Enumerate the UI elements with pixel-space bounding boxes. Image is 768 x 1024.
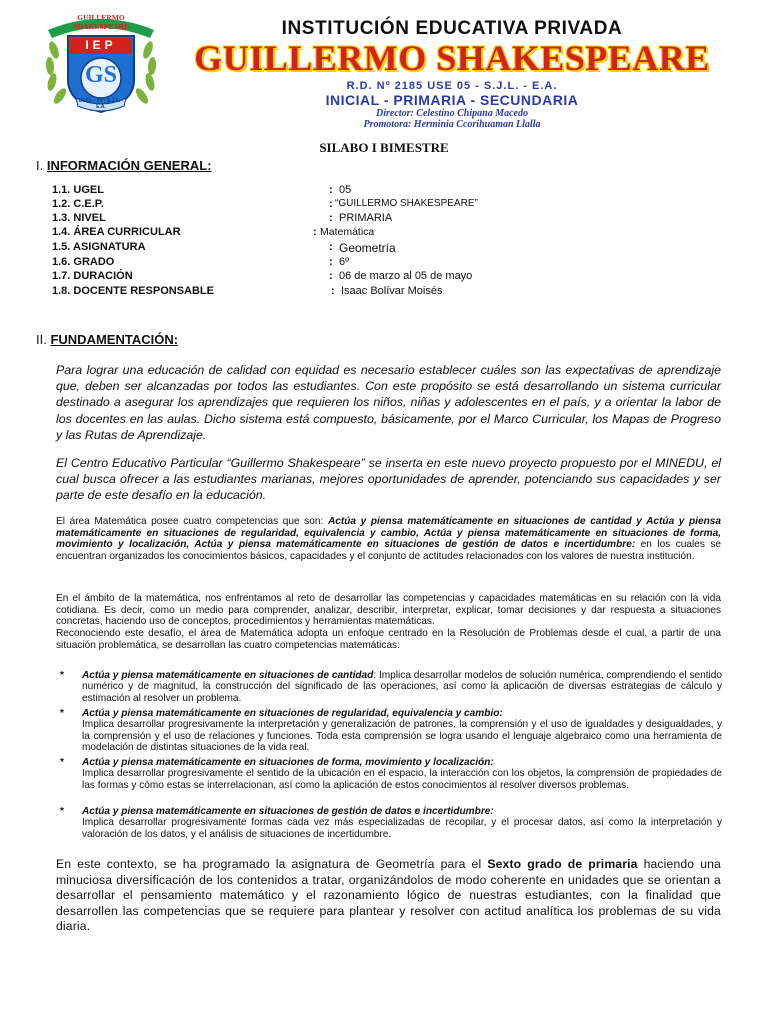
info-value: 6º [339,256,350,268]
info-colon: : [329,184,333,196]
info-colon: : [329,212,333,224]
final-part-a: En este contexto, se ha programado la asignatura de Geometría para el [56,857,488,871]
bullet-title: Actúa y piensa matemáticamente en situaciones de cantidad [82,670,374,681]
bullet-marker: * [60,670,64,681]
bullet-title: Actúa y piensa matemáticamente en situaciones de forma, movimiento y localización: [82,757,494,768]
paragraph-final [56,857,721,935]
info-value: 06 de marzo al 05 de mayo [339,270,473,282]
bullet-marker: * [60,806,64,817]
bullet-item-forma [82,757,722,791]
section-2-title: FUNDAMENTACIÓN: [50,332,179,347]
section-1-number: I. [36,158,44,173]
bullet-title: Actúa y piensa matemáticamente en situaciones de gestión de datos e incertidumbre: [82,806,494,817]
bullet-body: Implica desarrollar progresivamente la interpretación y generalización de patrones, la comprensión y el uso de igualdades y desigualdades, y la comprensión y el uso de relaciones y funciones. Toda esta comprensión se logra usando el lenguaje algebraico como una herramienta de modelación de distintas situaciones de la vida real. [82,719,722,754]
bullet-item-cantidad [82,670,722,704]
info-label: 1.3. NIVEL [52,212,106,224]
bullet-title: Actúa y piensa matemáticamente en situaciones de regularidad, equivalencia y cambio: [82,708,503,719]
info-label: 1.5. ASIGNATURA [52,241,146,253]
director-line: Director: Celestino Chipana Macedo [376,108,528,119]
logo-top-text: GUILLERMO SHAKESPEARE [73,13,129,31]
bullet-marker: * [60,708,64,719]
section-2-heading [36,332,178,347]
paragraph-3 [56,516,721,562]
education-levels: INICIAL - PRIMARIA - SECUNDARIA [325,92,579,108]
info-value: 05 [339,184,352,196]
bullet-body: : Implica desarrollar modelos de solución numérica, comprendiendo el sentido numérico y de magnitud, la construcción del significado de las operaciones, así como la aplicación de diversas estrategias de cálculo y estimación al resolver un problema. [82,670,722,704]
info-colon: : [329,270,333,282]
info-colon: : [329,256,333,268]
info-value: Isaac Bolívar Moisés [341,285,443,297]
info-value: Geometría [339,241,396,255]
paragraph-2: El Centro Educativo Particular “Guillermo Shakespeare” se inserta en este nuevo proyecto propuesto por el MINEDU, el cual busca ofrecer a las estudiantes marianas, mejores oportunidades de aprender, potenciando sus capacidades y ser parte de este desafío en la educación. [56,456,721,503]
section-1-title: INFORMACIÓN GENERAL: [46,158,212,173]
info-label: 1.4. ÁREA CURRICULAR [52,226,181,238]
info-label: 1.7. DURACIÓN [52,270,133,282]
info-colon: : [329,198,333,210]
paragraph-3-intro: El área Matemática posee cuatro competencias que son: [56,516,328,527]
logo-iep-text: IEP [85,38,117,52]
section-1-heading [36,158,212,173]
bullet-item-datos [82,806,722,840]
school-name: GUILLERMO SHAKESPEARE [194,38,710,78]
bullet-item-regularidad [82,708,722,754]
info-colon: : [329,241,333,253]
paragraph-3-rest: en los cuales se encuentran organizados los conocimientos básicos, capacidades y el conjunto de actitudes relacionados con los valores de nuestra institución. [56,539,721,562]
info-value: “GUILLERMO SHAKESPEARE” [335,198,478,209]
document-title: SILABO I BIMESTRE [319,140,449,155]
section-2-number: II. [36,332,47,347]
info-colon: : [331,285,335,297]
final-grade-bold: Sexto grado de primaria [487,857,638,871]
bullet-marker: * [60,757,64,768]
bullet-body: Implica desarrollar progresivamente el sentido de la ubicación en el espacio, la interacción con los objetos, la comprensión de propiedades de las formas y cómo estas se interrelacionan, así como la aplicación de estos conocimientos al resolver diversos problemas. [82,768,722,791]
paragraph-3-competencies: Actúa y piensa matemáticamente en situaciones de cantidad y Actúa y piensa matemáticamente en situaciones de regularidad, equivalencia y cambio, Actúa y piensa matemáticamente en situaciones de forma, movimiento y localización, Actúa y piensa matemáticamente en situaciones de gestión de datos e incertidumbre: [56,516,721,550]
paragraph-4: En el ámbito de la matemática, nos enfrentamos al reto de desarrollar las competencias y capacidades matemáticas en su relación con la vida cotidiana. Es decir, como un medio para comprender, analizar, describir, interpretar, explicar, tomar decisiones y dar respuesta a situaciones concretas, haciendo uso de conceptos, procedimientos y herramientas matemáticas. [56,593,721,627]
logo-gs-text: GS [84,62,117,88]
school-logo [40,10,162,120]
info-colon: : [313,226,317,238]
final-part-b: haciendo una minuciosa diversificación de los contenidos a tratar, organizándolos de modo coherente en unidades que se orientan a desarrollar el pensamiento matemático y el razonamiento lógico de nuestras estudiantes, con la finalidad que desarrollen las competencias que se requiere para plantear y resolver con actitud analítica los problemas de su vida diaria. [56,857,721,934]
info-value: Matemática [320,226,375,238]
info-label: 1.2. C.E.P. [52,198,104,210]
info-label: 1.1. UGEL [52,184,104,196]
paragraph-5: Reconociendo este desafío, el área de Matemática adopta un enfoque centrado en la Resolución de Problemas desde el cual, a partir de una situación problemática, se desarrollan las cuatro competencias matemáticas: [56,628,721,651]
promotora-line: Promotora: Herminia Ccorihuaman Llalla [363,119,541,130]
info-value: PRIMARIA [339,212,393,224]
info-label: 1.6. GRADO [52,256,115,268]
resolution-line: R.D. Nº 2185 USE 05 - S.J.L. - E.A. [346,80,558,92]
bullet-body: Implica desarrollar progresivamente formas cada vez más especializadas de recopilar, y el procesar datos, así como la interpretación y valoración de los datos, y el análisis de situaciones de incertidumbre. [82,817,722,840]
info-label: 1.8. DOCENTE RESPONSABLE [52,285,214,297]
paragraph-1: Para lograr una educación de calidad con equidad es necesario establecer cuáles son las expectativas de aprendizaje que, deben ser alcanzadas por todos las estudiantes. Con este propósito se está desarrollando un sistema curricular destinado a asegurar los aprendizajes que requieren los niños, niñas y adolescentes en el país, y a orientar la labor de los docentes en las aulas. Dicho sistema está compuesto, básicamente, por el Marco Curricular, los Mapas de Progreso y las Rutas de Aprendizaje. [56,363,721,442]
logo-bottom-text: UGEL - 05 - S.J.L. - E.A. [78,98,124,110]
institution-type: INSTITUCIÓN EDUCATIVA PRIVADA [281,18,623,39]
